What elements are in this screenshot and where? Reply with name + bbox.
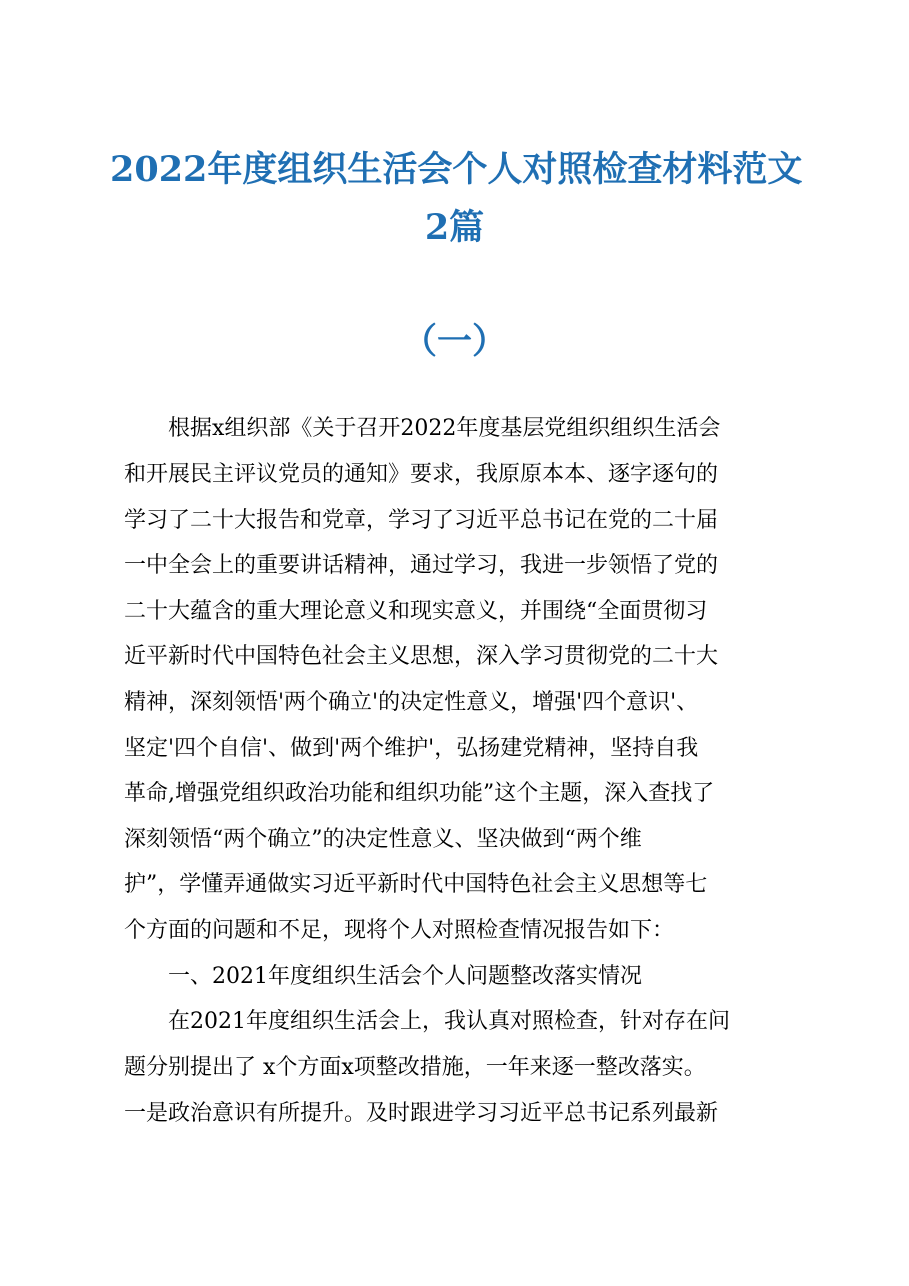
body-line-9: 革命,增强党组织政治功能和组织功能”这个主题，深入查找了 (124, 781, 715, 806)
body-line-1: 根据x组织部《关于召开2022年度基层党组织组织生活会 (124, 416, 721, 441)
document-title-line-2: 2篇 (424, 207, 485, 248)
body-line-3: 学习了二十大报告和党章，学习了习近平总书记在党的二十届 (124, 508, 719, 533)
body-line-8: 坚定'四个自信'、做到'两个维护'，弘扬建党精神，坚持自我 (124, 736, 699, 761)
body-line-13: 一、2021年度组织生活会个人问题整改落实情况 (124, 964, 642, 989)
body-line-4: 一中全会上的重要讲话精神，通过学习，我进一步领悟了党的 (124, 553, 719, 578)
document-title-line-1: 2022年度组织生活会个人对照检查材料范文 (110, 149, 803, 190)
body-line-7: 精神，深刻领悟'两个确立'的决定性意义，增强'四个意识'、 (124, 690, 699, 715)
body-line-5: 二十大蕴含的重大理论意义和现实意义，并围绕“全面贯彻习 (124, 599, 708, 624)
body-line-12: 个方面的问题和不足，现将个人对照检查情况报告如下： (124, 918, 675, 943)
body-line-2: 和开展民主评议党员的通知》要求，我原原本本、逐字逐句的 (124, 462, 719, 487)
body-line-6: 近平新时代中国特色社会主义思想，深入学习贯彻党的二十大 (124, 644, 719, 669)
body-line-11: 护”，学懂弄通做实习近平新时代中国特色社会主义思想等七 (124, 872, 708, 897)
body-line-16: 一是政治意识有所提升。及时跟进学习习近平总书记系列最新 (124, 1101, 719, 1126)
body-line-10: 深刻领悟“两个确立”的决定性意义、坚决做到“两个维 (124, 827, 642, 852)
section-heading: （一） (401, 321, 507, 362)
body-line-14: 在2021年度组织生活会上，我认真对照检查，针对存在问 (124, 1009, 730, 1034)
body-line-15: 题分别提出了 x个方面x项整改措施，一年来逐一整改落实。 (124, 1055, 706, 1080)
